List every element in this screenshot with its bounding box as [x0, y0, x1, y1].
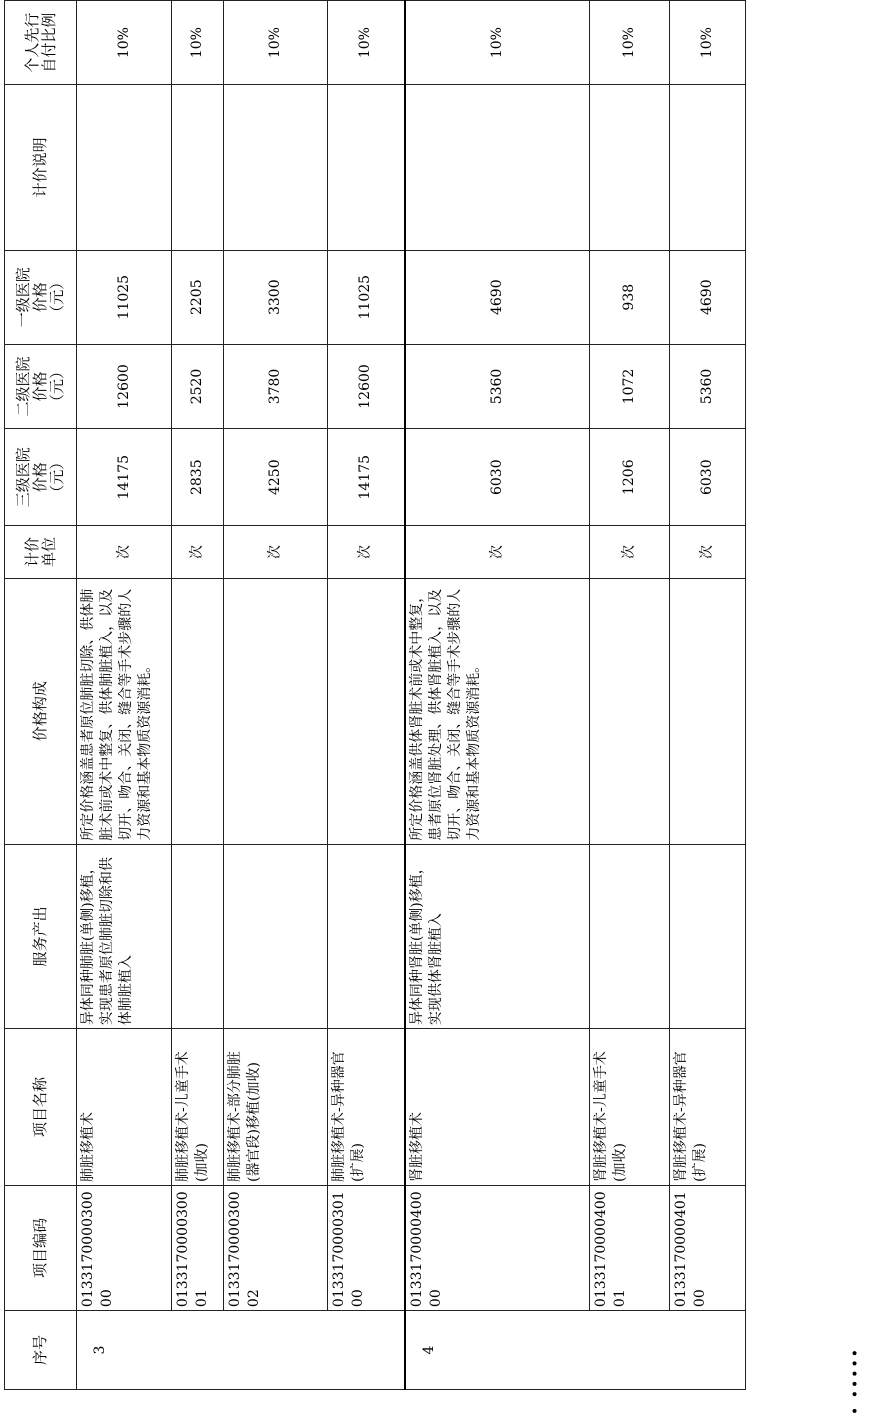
item-code: 013317000040001: [590, 1185, 670, 1310]
table-row: [670, 1, 746, 1390]
item-unit: 次: [328, 526, 405, 578]
header-selfpay: 个人先行 自付比例: [5, 1, 77, 85]
item-selfpay: 10%: [590, 1, 670, 85]
item-note: [405, 85, 590, 250]
item-composition: [328, 578, 405, 844]
item-selfpay: 10%: [224, 1, 328, 85]
item-name: 肺脏移植术-异种器官(扩展): [328, 1029, 405, 1186]
item-service: 异体同种肾脏(单侧)移植，实现供体肾脏植入: [405, 844, 590, 1028]
header-price-level1: 一级医院 价格 （元）: [5, 250, 77, 344]
item-selfpay: 10%: [405, 1, 590, 85]
item-code: 013317000030000: [77, 1185, 172, 1310]
item-composition: 所定价格涵盖供体肾脏术前或术中整复，患者原位肾脏处理、供体肾脏植入，以及切开、吻合、关闭、缝合等手术步骤的人力资源和基本物质资源消耗。: [405, 578, 590, 844]
item-service: [224, 844, 328, 1028]
item-unit: 次: [670, 526, 746, 578]
item-price-level1: 11025: [328, 250, 405, 344]
item-selfpay: 10%: [328, 1, 405, 85]
item-code: 013317000030001: [172, 1185, 224, 1310]
item-price-level3: 6030: [405, 429, 590, 526]
item-name: 肺脏移植术-儿童手术(加收): [172, 1029, 224, 1186]
item-service: [590, 844, 670, 1028]
group-seq: 3: [77, 1311, 405, 1390]
item-price-level1: 4690: [405, 250, 590, 344]
item-code: 013317000040000: [405, 1185, 590, 1310]
item-unit: 次: [405, 526, 590, 578]
item-price-level1: 4690: [670, 250, 746, 344]
header-service: 服务产出: [5, 844, 77, 1028]
item-note: [224, 85, 328, 250]
item-price-level2: 5360: [670, 344, 746, 428]
item-note: [590, 85, 670, 250]
table-row: [224, 1, 328, 1390]
item-price-level3: 6030: [670, 429, 746, 526]
group-seq: 4: [405, 1311, 746, 1390]
item-code: 013317000040100: [670, 1185, 746, 1310]
item-price-level2: 5360: [405, 344, 590, 428]
header-note: 计价说明: [5, 85, 77, 250]
item-price-level3: 1206: [590, 429, 670, 526]
table-row: [590, 1, 670, 1390]
item-price-level1: 938: [590, 250, 670, 344]
item-code: 013317000030002: [224, 1185, 328, 1310]
item-price-level3: 4250: [224, 429, 328, 526]
item-selfpay: 10%: [172, 1, 224, 85]
item-service: [328, 844, 405, 1028]
item-unit: 次: [77, 526, 172, 578]
item-composition: [670, 578, 746, 844]
item-price-level3: 2835: [172, 429, 224, 526]
item-name: 肾脏移植术-异种器官(扩展): [670, 1029, 746, 1186]
item-selfpay: 10%: [77, 1, 172, 85]
footer-marks: • •••••: [848, 1347, 864, 1415]
item-code: 013317000030100: [328, 1185, 405, 1310]
item-price-level2: 2520: [172, 344, 224, 428]
item-selfpay: 10%: [670, 1, 746, 85]
item-unit: 次: [224, 526, 328, 578]
table-row: [405, 1, 590, 1390]
item-composition: [590, 578, 670, 844]
header-price-level3: 三级医院 价格 （元）: [5, 429, 77, 526]
table-row: [77, 1, 172, 1390]
item-unit: 次: [590, 526, 670, 578]
item-note: [670, 85, 746, 250]
header-unit: 计价 单位: [5, 526, 77, 578]
header-name: 项目名称: [5, 1029, 77, 1186]
item-price-level2: 1072: [590, 344, 670, 428]
table-row: [172, 1, 224, 1390]
header-seq: 序号: [5, 1311, 77, 1390]
item-price-level1: 2205: [172, 250, 224, 344]
item-price-level3: 14175: [328, 429, 405, 526]
item-composition: [224, 578, 328, 844]
header-composition: 价格构成: [5, 578, 77, 844]
item-name: 肾脏移植术: [405, 1029, 590, 1186]
item-price-level1: 3300: [224, 250, 328, 344]
item-name: 肺脏移植术-部分肺脏(器官段)移植(加收): [224, 1029, 328, 1186]
item-service: 异体同种肺脏(单侧)移植，实现患者原位肺脏切除和供体肺脏植入: [77, 844, 172, 1028]
item-price-level2: 3780: [224, 344, 328, 428]
price-table: [4, 0, 746, 1390]
item-price-level3: 14175: [77, 429, 172, 526]
item-name: 肾脏移植术-儿童手术(加收): [590, 1029, 670, 1186]
item-price-level1: 11025: [77, 250, 172, 344]
header-code: 项目编码: [5, 1185, 77, 1310]
item-service: [172, 844, 224, 1028]
item-name: 肺脏移植术: [77, 1029, 172, 1186]
item-note: [77, 85, 172, 250]
item-composition: 所定价格涵盖患者原位肺脏切除、供体肺脏术前或术中整复、供体肺脏植入，以及切开、吻合、关闭、缝合等手术步骤的人力资源和基本物质资源消耗。: [77, 578, 172, 844]
header-price-level2: 二级医院 价格 （元）: [5, 344, 77, 428]
item-service: [670, 844, 746, 1028]
item-composition: [172, 578, 224, 844]
table-row: [328, 1, 405, 1390]
item-price-level2: 12600: [77, 344, 172, 428]
item-price-level2: 12600: [328, 344, 405, 428]
item-unit: 次: [172, 526, 224, 578]
item-note: [328, 85, 405, 250]
item-note: [172, 85, 224, 250]
